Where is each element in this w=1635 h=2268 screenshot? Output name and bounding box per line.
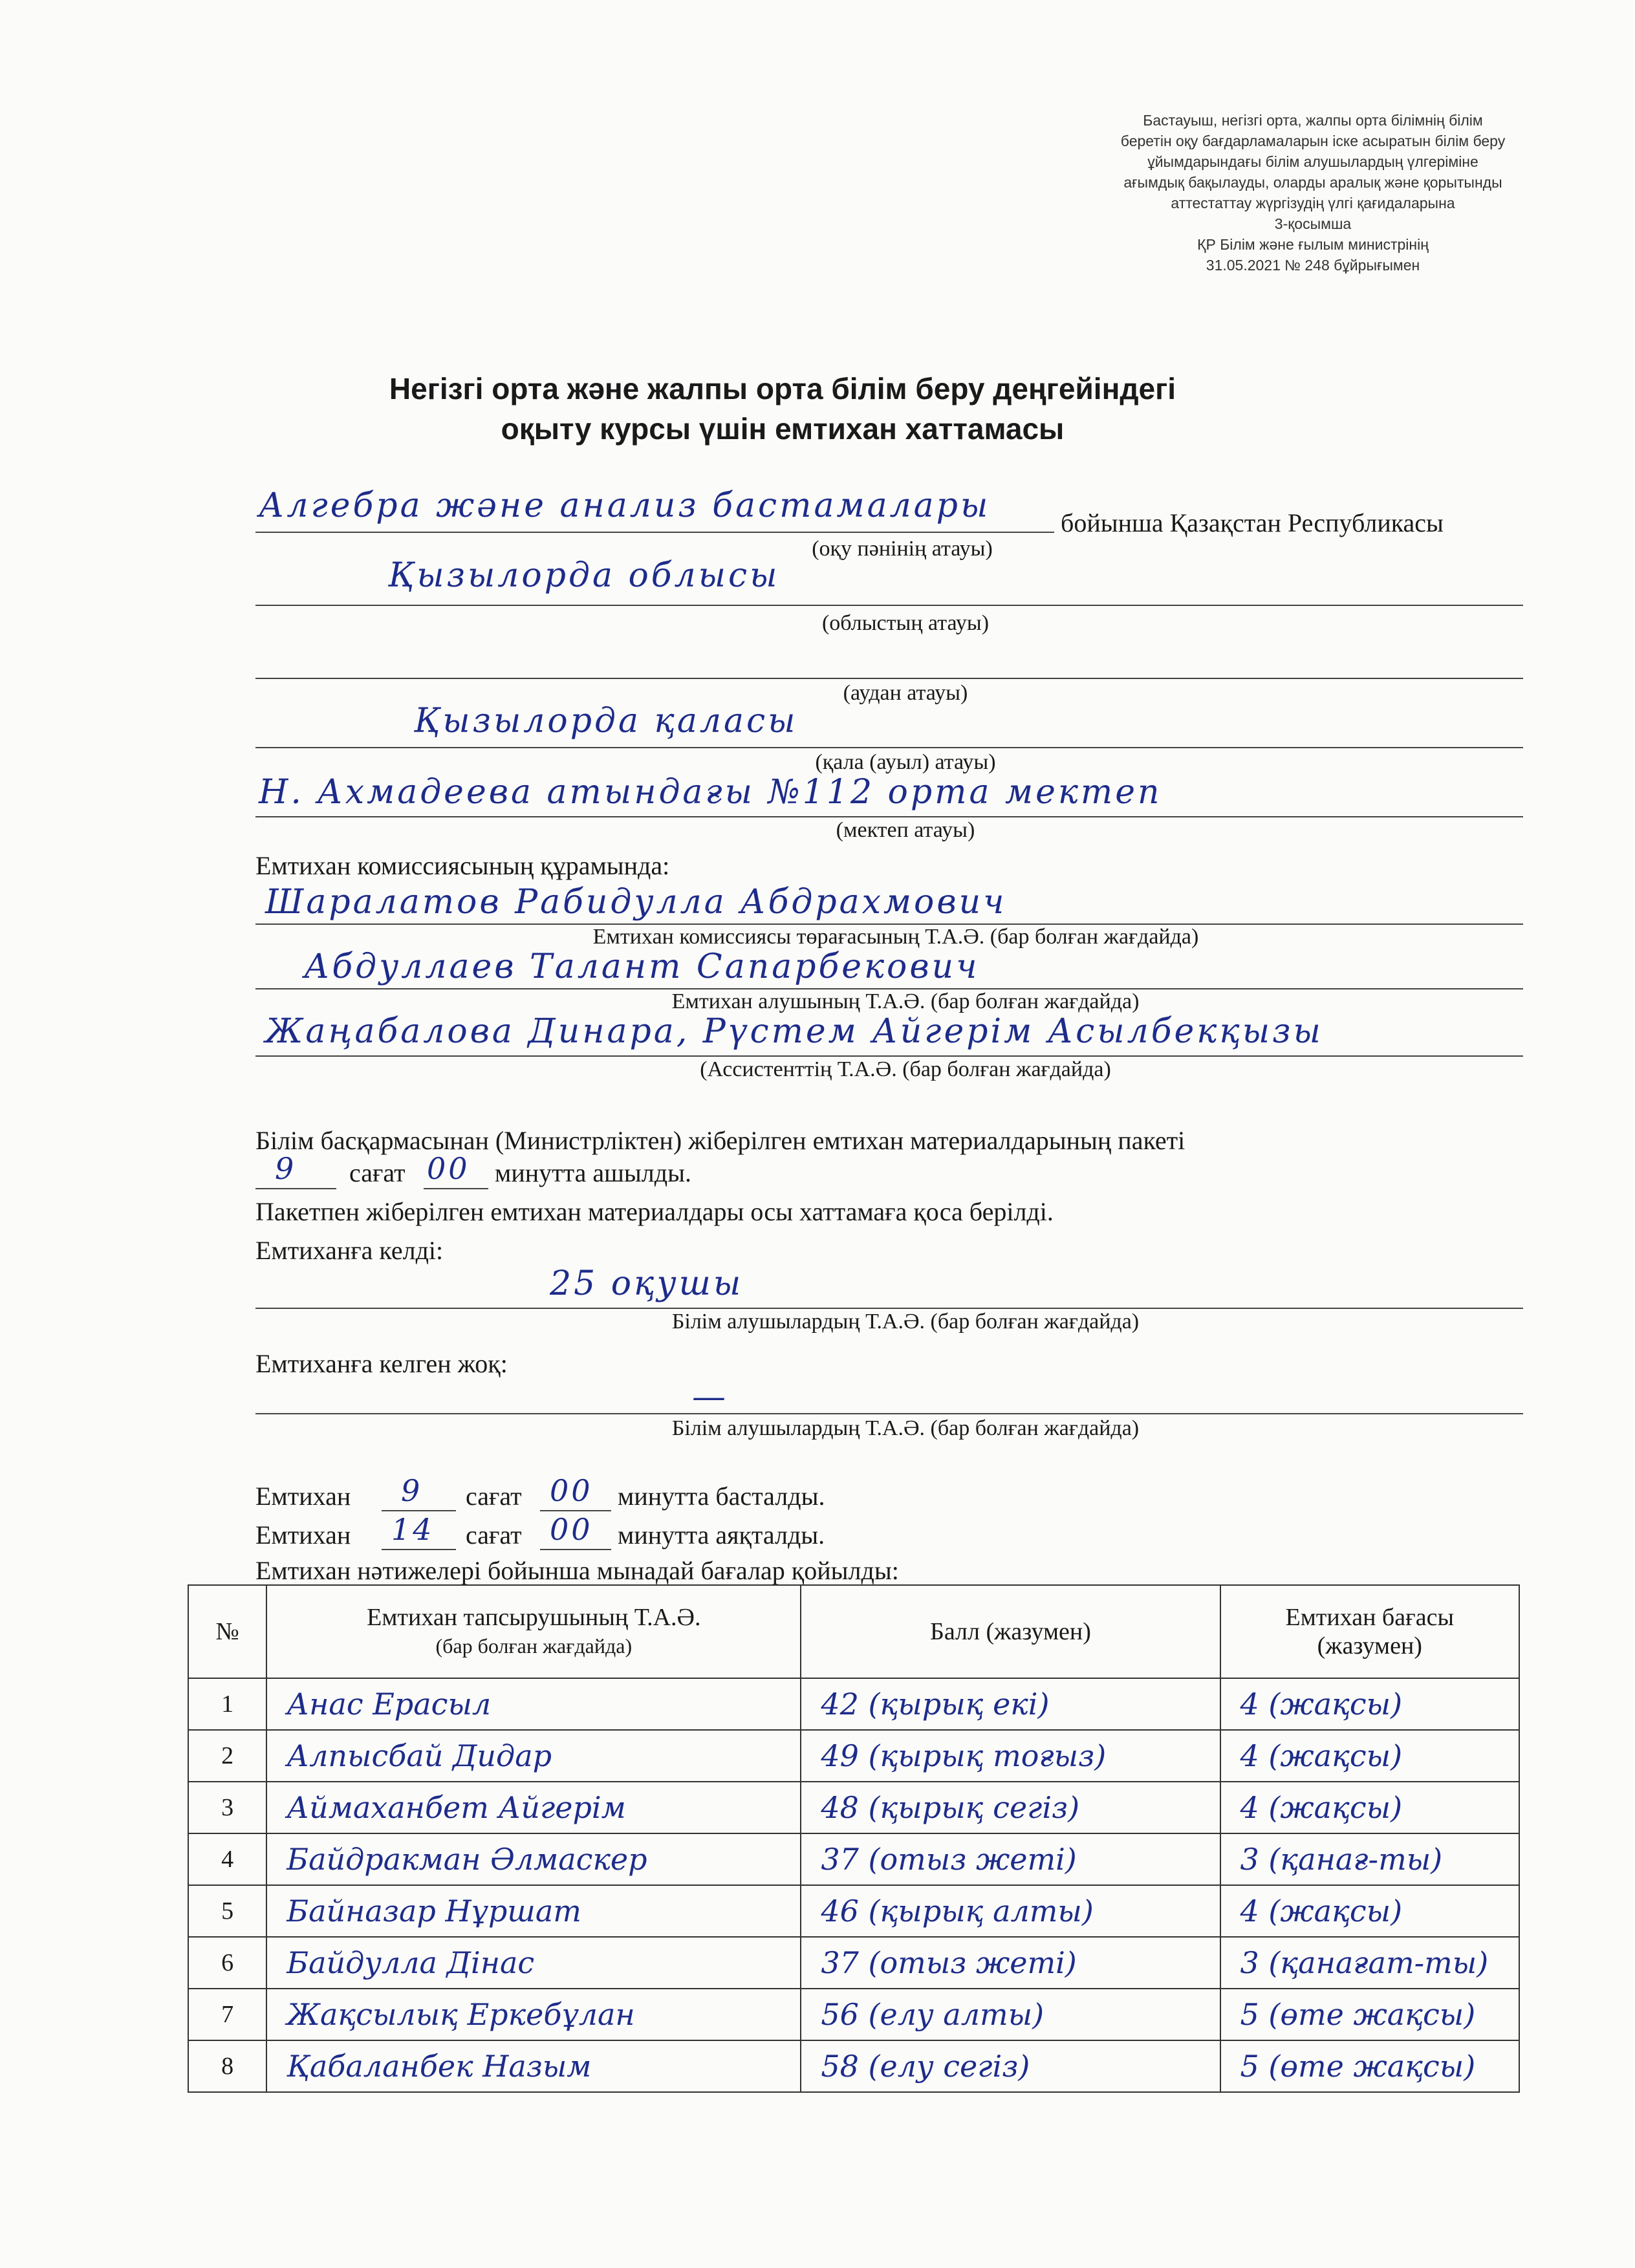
school-value: Н. Ахмадеева атындағы №112 орта мектеп xyxy=(259,773,1162,812)
row-grade: 4 (жақсы) xyxy=(1220,1678,1519,1730)
regulation-note-line: Бастауыш, негізгі орта, жалпы орта білімнің білім xyxy=(1143,112,1483,129)
row-name: Байдракман Әлмаскер xyxy=(266,1833,801,1885)
table-row xyxy=(188,1782,1519,1833)
city-caption: (қала (ауыл) атауы) xyxy=(815,750,996,774)
header-name-sub: (бар болған жағдайда) xyxy=(435,1634,633,1658)
row-score: 37 (отыз жеті) xyxy=(801,1833,1220,1885)
regulation-note-line: ҚР Білім және ғылым министрінің xyxy=(1197,236,1429,253)
start-minute-line xyxy=(540,1510,611,1511)
end-hour: 14 xyxy=(391,1512,435,1547)
package-hour-line xyxy=(255,1188,336,1189)
package-minute-line xyxy=(424,1188,488,1189)
end-minute-line xyxy=(540,1549,611,1550)
results-label: Емтихан нәтижелері бойынша мынадай бағалар қойылды: xyxy=(255,1556,899,1585)
package-hour: 9 xyxy=(275,1151,297,1186)
end-label: Емтихан xyxy=(255,1520,351,1550)
subject-caption: (оқу пәнінің атауы) xyxy=(812,537,993,561)
table-header-row xyxy=(188,1585,1519,1678)
table-row xyxy=(188,1833,1519,1885)
row-name: Аймаханбет Айгерім xyxy=(266,1782,801,1833)
page-title xyxy=(362,369,1203,449)
came-caption: Білім алушылардың Т.А.Ә. (бар болған жағдайда) xyxy=(671,1310,1140,1334)
row-number: 2 xyxy=(188,1730,266,1782)
absent-caption: Білім алушылардың Т.А.Ә. (бар болған жағдайда) xyxy=(671,1416,1140,1440)
end-hour-label: сағат xyxy=(466,1520,522,1550)
row-score: 46 (қырық алты) xyxy=(801,1885,1220,1937)
regulation-note-line: беретін оқу бағдарламаларын іске асыратын білім беру xyxy=(1120,133,1506,149)
start-hour-line xyxy=(382,1510,456,1511)
row-score: 42 (қырық екі) xyxy=(801,1678,1220,1730)
examiner-caption: Емтихан алушының Т.А.Ә. (бар болған жағдайда) xyxy=(671,989,1140,1013)
package-minute-label: минутта ашылды. xyxy=(495,1158,691,1187)
attached-text: Пакетпен жіберілген емтихан материалдары осы хаттамаға қоса берілді. xyxy=(255,1197,1054,1226)
table-row xyxy=(188,1730,1519,1782)
row-grade: 3 (қанағат-ты) xyxy=(1220,1937,1519,1989)
header-grade-sub: (жазумен) xyxy=(1317,1632,1422,1659)
school-line xyxy=(255,816,1523,817)
subject-value: Алгебра және анализ бастамалары xyxy=(259,486,991,525)
row-grade: 5 (өте жақсы) xyxy=(1220,1989,1519,2040)
absent-label: Емтиханға келген жоқ: xyxy=(255,1349,508,1378)
row-number: 6 xyxy=(188,1937,266,1989)
package-minute: 00 xyxy=(427,1151,470,1186)
row-name: Қабаланбек Назым xyxy=(266,2040,801,2092)
examiner-value: Абдуллаев Талант Сапарбекович xyxy=(304,947,980,986)
row-grade: 4 (жақсы) xyxy=(1220,1885,1519,1937)
came-value: 25 оқушы xyxy=(550,1264,744,1303)
district-caption: (аудан атауы) xyxy=(843,681,968,705)
row-score: 56 (елу алты) xyxy=(801,1989,1220,2040)
row-number: 7 xyxy=(188,1989,266,2040)
row-name: Байназар Нұршат xyxy=(266,1885,801,1937)
row-number: 3 xyxy=(188,1782,266,1833)
start-minute-label: минутта басталды. xyxy=(618,1482,825,1511)
table-row xyxy=(188,1885,1519,1937)
came-label: Емтиханға келді: xyxy=(255,1236,444,1265)
row-number: 4 xyxy=(188,1833,266,1885)
chair-value: Шаралатов Рабидулла Абдрахмович xyxy=(265,883,1007,922)
start-minute: 00 xyxy=(550,1473,593,1508)
table-row xyxy=(188,1989,1519,2040)
chair-caption: Емтихан комиссиясы төрағасының Т.А.Ә. (бар болған жағдайда) xyxy=(592,925,1199,949)
absent-value: — xyxy=(692,1377,728,1416)
title-line: Негізгі орта және жалпы орта білім беру деңгейіндегі xyxy=(389,372,1176,405)
start-hour-label: сағат xyxy=(466,1482,522,1511)
row-name: Анас Ерасыл xyxy=(266,1678,801,1730)
end-minute: 00 xyxy=(550,1512,593,1547)
row-grade: 4 (жақсы) xyxy=(1220,1730,1519,1782)
header-grade xyxy=(1220,1585,1519,1678)
table-row xyxy=(188,1678,1519,1730)
subject-suffix: бойынша Қазақстан Республикасы xyxy=(1061,508,1444,537)
row-name: Алпысбай Дидар xyxy=(266,1730,801,1782)
header-name xyxy=(266,1585,801,1678)
absent-line xyxy=(255,1413,1523,1414)
package-hour-label: сағат xyxy=(349,1158,406,1187)
city-value: Қызылорда қаласы xyxy=(414,702,798,740)
row-score: 48 (қырық сегіз) xyxy=(801,1782,1220,1833)
assistants-caption: (Ассистенттің Т.А.Ә. (бар болған жағдайда) xyxy=(700,1057,1111,1081)
commission-label: Емтихан комиссиясының құрамында: xyxy=(255,851,670,880)
row-score: 58 (елу сегіз) xyxy=(801,2040,1220,2092)
school-caption: (мектеп атауы) xyxy=(836,818,975,842)
region-line xyxy=(255,605,1523,606)
row-number: 5 xyxy=(188,1885,266,1937)
end-hour-line xyxy=(382,1549,456,1550)
row-name: Жақсылық Еркебұлан xyxy=(266,1989,801,2040)
region-caption: (облыстың атауы) xyxy=(821,611,990,635)
table-row xyxy=(188,1937,1519,1989)
results-table xyxy=(188,1584,1520,2093)
assistants-value: Жаңабалова Динара, Рүстем Айгерім Асылбекқызы xyxy=(265,1012,1323,1051)
table-row xyxy=(188,2040,1519,2092)
row-grade: 3 (қанағ-ты) xyxy=(1220,1833,1519,1885)
city-line xyxy=(255,747,1523,748)
regulation-note-line: ағымдық бақылауды, оларды аралық және қорытынды xyxy=(1123,174,1502,191)
row-number: 8 xyxy=(188,2040,266,2092)
row-grade: 5 (өте жақсы) xyxy=(1220,2040,1519,2092)
header-name-label: Емтихан тапсырушының Т.А.Ә. xyxy=(367,1604,701,1631)
regulation-note-line: аттестаттау жүргізудің үлгі қағидаларына xyxy=(1171,195,1455,211)
header-number: № xyxy=(188,1585,266,1678)
start-label: Емтихан xyxy=(255,1482,351,1511)
regulation-note-line: ұйымдарындағы білім алушылардың үлгеріміне xyxy=(1147,153,1478,170)
end-minute-label: минутта аяқталды. xyxy=(618,1520,825,1550)
header-score: Балл (жазумен) xyxy=(801,1585,1220,1678)
row-grade: 4 (жақсы) xyxy=(1220,1782,1519,1833)
regulation-note-line: 31.05.2021 № 248 бұйрығымен xyxy=(1206,257,1420,274)
start-hour: 9 xyxy=(401,1473,423,1508)
subject-line xyxy=(255,532,1054,533)
package-text: Білім басқармасынан (Министрліктен) жіберілген емтихан материалдарының пакеті xyxy=(255,1126,1186,1155)
assistants-line xyxy=(255,1055,1523,1057)
regulation-note xyxy=(1028,110,1597,275)
row-number: 1 xyxy=(188,1678,266,1730)
regulation-note-line: 3-қосымша xyxy=(1274,215,1352,232)
row-score: 37 (отыз жеті) xyxy=(801,1937,1220,1989)
region-value: Қызылорда облысы xyxy=(388,556,780,595)
came-line xyxy=(255,1308,1523,1309)
title-line: оқыту курсы үшін емтихан хаттамасы xyxy=(501,412,1065,446)
row-name: Байдулла Дінас xyxy=(266,1937,801,1989)
header-grade-label: Емтихан бағасы xyxy=(1285,1604,1454,1631)
row-score: 49 (қырық тоғыз) xyxy=(801,1730,1220,1782)
district-line xyxy=(255,678,1523,679)
